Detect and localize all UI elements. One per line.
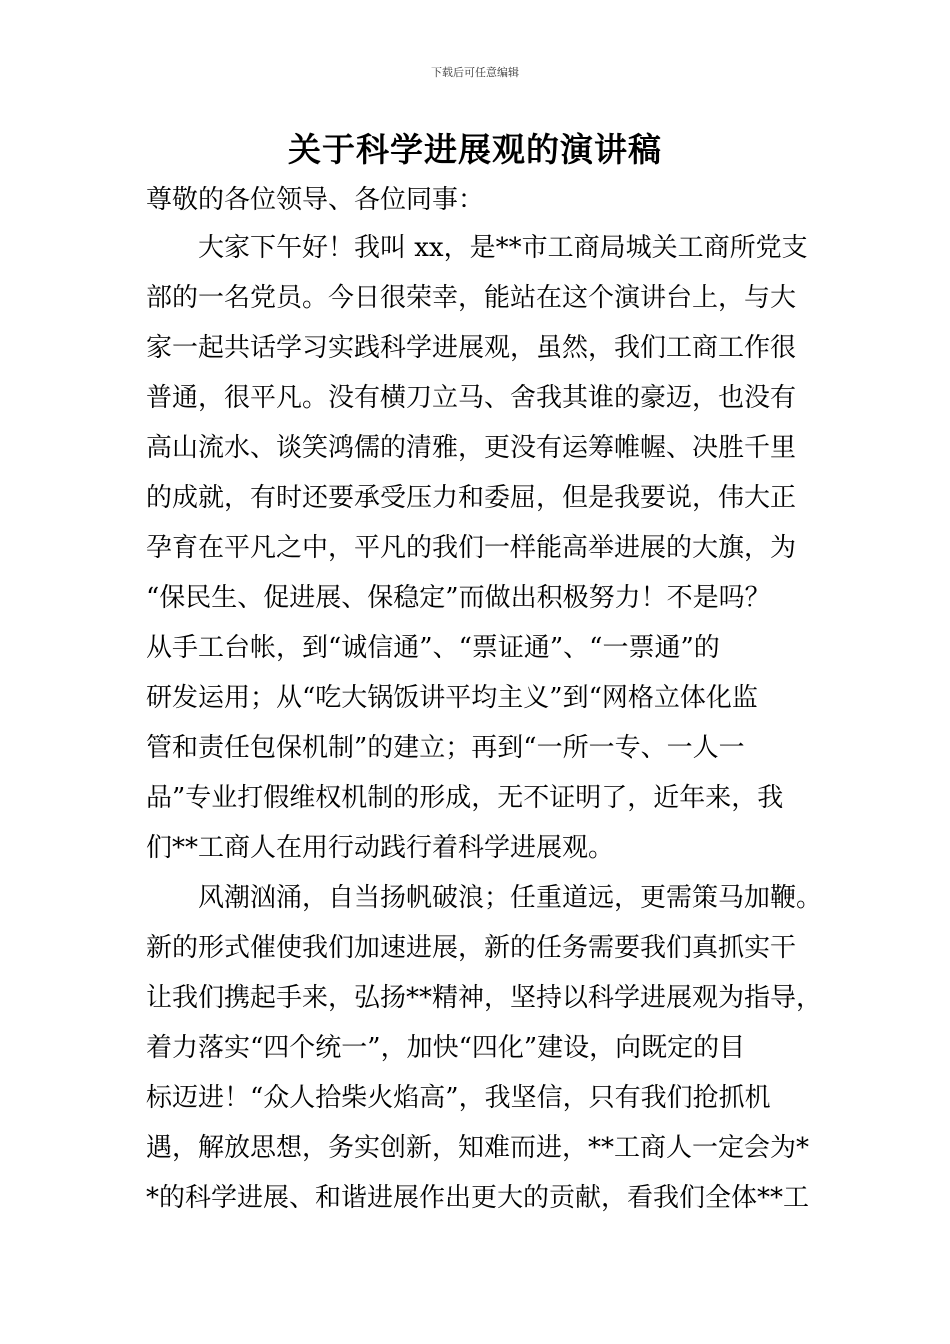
body-line: 标迈进！“众人拾柴火焰高”，我坚信，只有我们抢抓机 (146, 1083, 771, 1113)
body-line: 从手工台帐，到“诚信通”、“票证通”、“一票通”的 (146, 633, 720, 663)
body-line: 普通，很平凡。没有横刀立马、舍我其谁的豪迈，也没有 (146, 383, 797, 413)
body-line: 着力落实“四个统一”，加快“四化”建设，向既定的目 (146, 1033, 746, 1063)
body-line: 风潮汹涌，自当扬帆破浪；任重道远，更需策马加鞭。 (198, 883, 823, 913)
body-line: 管和责任包保机制”的建立；再到“一所一专、一人一 (146, 733, 745, 763)
body-line: “保民生、促进展、保稳定”而做出积极努力！不是吗？ (146, 583, 771, 613)
body-line: 品”专业打假维权机制的形成，无不证明了，近年来，我 (146, 783, 784, 813)
body-line: 高山流水、谈笑鸿儒的清雅，更没有运筹帷幄、决胜千里 (146, 433, 797, 463)
salutation-line: 尊敬的各位领导、各位同事： (146, 185, 485, 215)
body-line: 们**工商人在用行动践行着科学进展观。 (146, 833, 615, 863)
body-line: *的科学进展、和谐进展作出更大的贡献，看我们全体**工 (146, 1183, 810, 1213)
body-line: 大家下午好！我叫 xx，是**市工商局城关工商所党支 (198, 233, 808, 263)
body-line: 的成就，有时还要承受压力和委屈，但是我要说，伟大正 (146, 483, 797, 513)
document-title: 关于科学进展观的演讲稿 (288, 130, 662, 169)
body-line: 新的形式催使我们加速进展，新的任务需要我们真抓实干 (146, 933, 797, 963)
header-note: 下载后可任意编辑 (431, 66, 519, 79)
body-line: 家一起共话学习实践科学进展观，虽然，我们工商工作很 (146, 333, 797, 363)
body-line: 孕育在平凡之中，平凡的我们一样能高举进展的大旗，为 (146, 533, 797, 563)
body-line: 部的一名党员。今日很荣幸，能站在这个演讲台上，与大 (146, 283, 797, 313)
body-line: 研发运用；从“吃大锅饭讲平均主义”到“网格立体化监 (146, 683, 758, 713)
body-line: 让我们携起手来，弘扬**精神，坚持以科学进展观为指导， (146, 983, 823, 1013)
body-line: 遇，解放思想，务实创新，知难而进，**工商人一定会为* (146, 1133, 810, 1163)
